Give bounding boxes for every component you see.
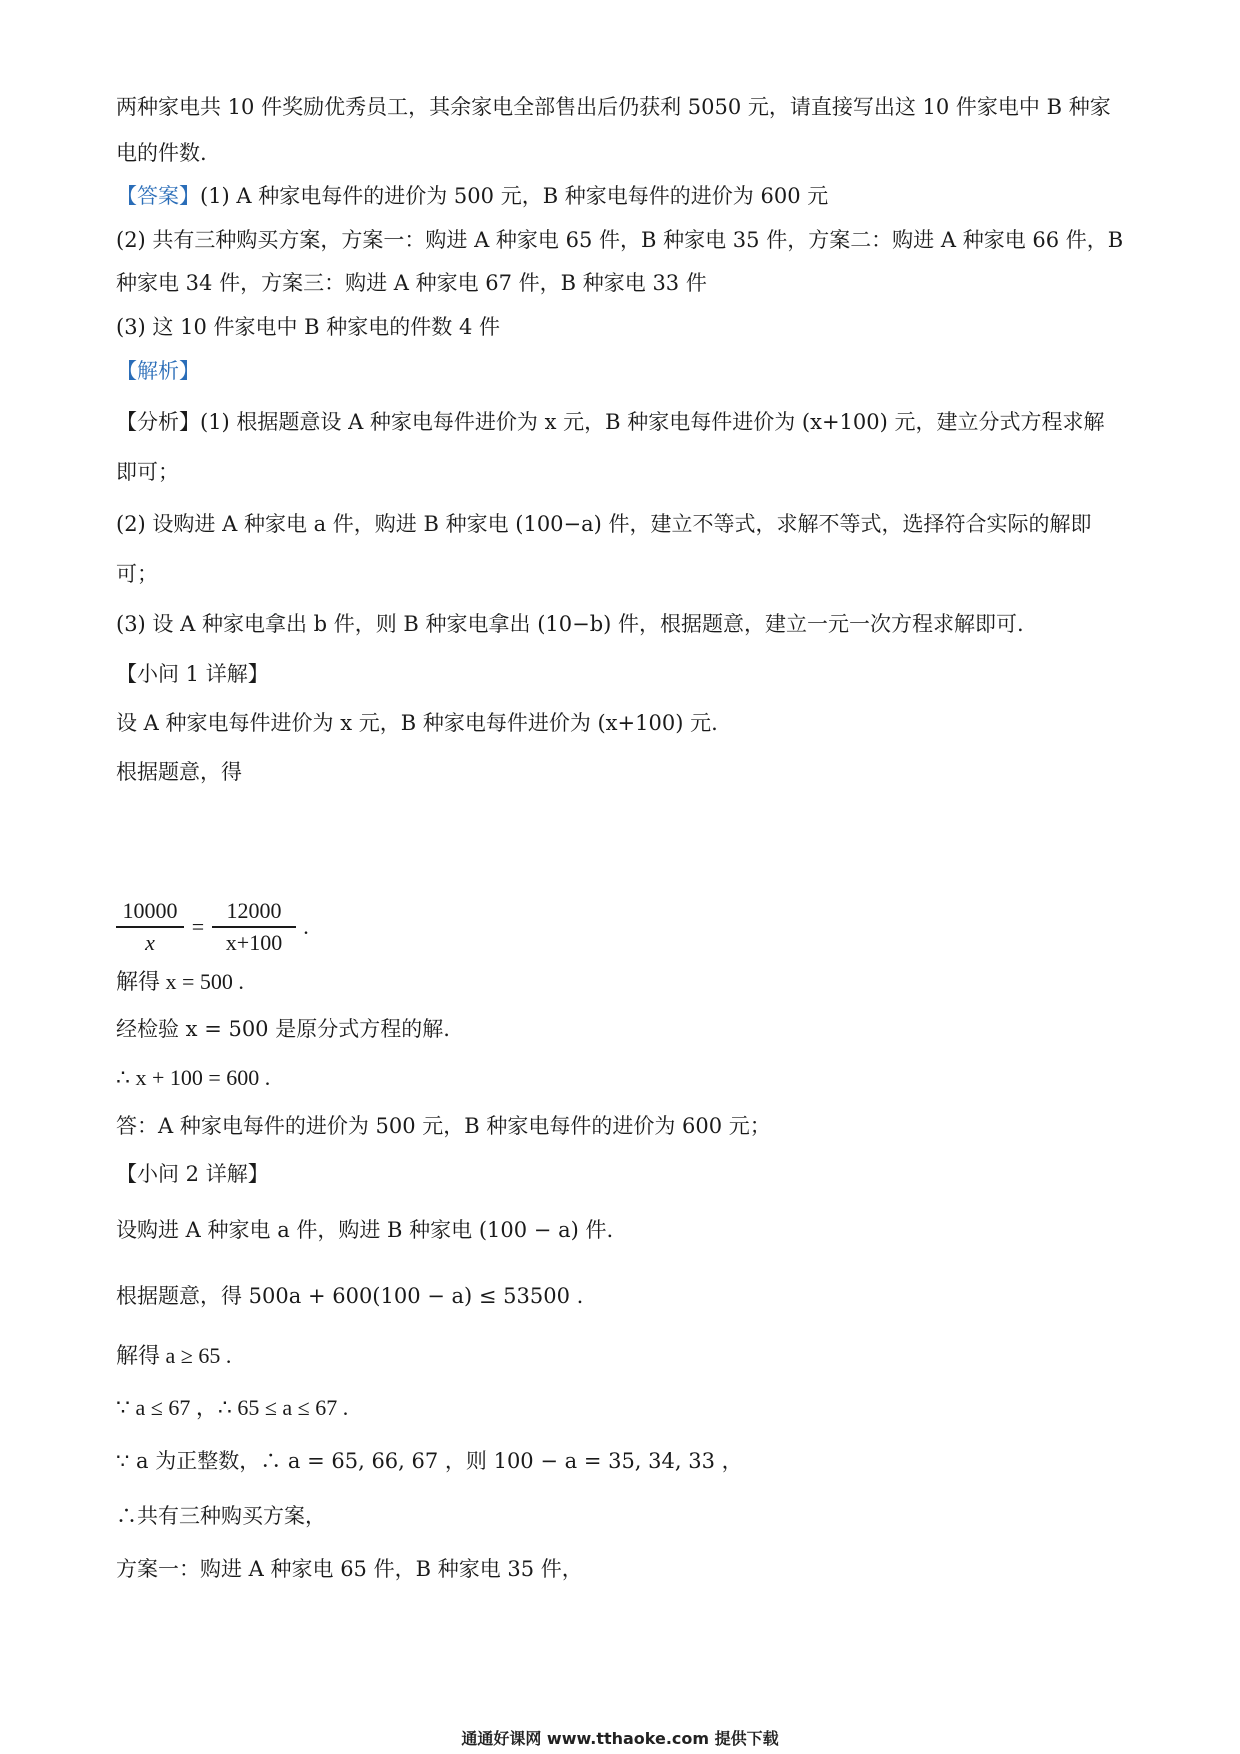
- fraction-equals: =: [191, 914, 205, 939]
- fraction-right-numerator: 12000: [226, 898, 282, 923]
- solution-q1-therefore: ∴ x + 100 = 600 .: [116, 1065, 271, 1090]
- analysis-line-4: 可；: [116, 562, 158, 586]
- solution-q2-inequality: 根据题意，得 500a + 600(100 − a) ≤ 53500 .: [116, 1284, 584, 1308]
- footer-watermark: 通通好课网 www.tthaoke.com 提供下载: [461, 1729, 779, 1748]
- solution-q2-integers: ∵ a 为正整数，∴ a = 65, 66, 67 ，则 100 − a = 35, 34, 33 ，: [116, 1449, 743, 1473]
- solution-q2-plan-1: 方案一：购进 A 种家电 65 件，B 种家电 35 件，: [116, 1557, 583, 1581]
- fraction-left-numerator: 10000: [122, 898, 178, 923]
- fraction-left-bar: [116, 926, 184, 928]
- fraction-period: .: [303, 914, 309, 939]
- analysis-line-3: (2) 设购进 A 种家电 a 件，购进 B 种家电 (100−a) 件，建立不等式，求解不等式，选择符合实际的解即: [116, 512, 1092, 536]
- problem-text-line-1: 两种家电共 10 件奖励优秀员工，其余家电全部售出后仍获利 5050 元，请直接写出这 10 件家电中 B 种家: [116, 95, 1111, 119]
- solution-q1-line-1: 设 A 种家电每件进价为 x 元，B 种家电每件进价为 (x+100) 元.: [116, 711, 718, 735]
- solution-q2-range: ∵ a ≤ 67 ，∴ 65 ≤ a ≤ 67 .: [116, 1395, 349, 1420]
- solution-q2-conclusion: ∴共有三种购买方案，: [116, 1504, 326, 1528]
- solution-q2-line-1: 设购进 A 种家电 a 件，购进 B 种家电 (100 − a) 件.: [116, 1218, 614, 1242]
- fraction-right-bar: [212, 926, 296, 928]
- solution-q1-answer: 答：A 种家电每件的进价为 500 元，B 种家电每件的进价为 600 元；: [116, 1114, 771, 1138]
- analysis-tag: 【解析】: [116, 359, 200, 383]
- section-heading-q1: 【小问 1 详解】: [116, 662, 269, 686]
- answer-part-1: (1) A 种家电每件的进价为 500 元，B 种家电每件的进价为 600 元: [200, 184, 829, 208]
- answer-part-2-line-2: 种家电 34 件，方案三：购进 A 种家电 67 件，B 种家电 33 件: [116, 271, 707, 295]
- fraction-left-denominator: x: [145, 930, 155, 955]
- answer-part-2-line-1: (2) 共有三种购买方案，方案一：购进 A 种家电 65 件，B 种家电 35 件，方案二：购进 A 种家电 66 件，B: [116, 228, 1124, 252]
- solution-q1-line-2: 根据题意，得: [116, 760, 242, 784]
- section-heading-q2: 【小问 2 详解】: [116, 1162, 269, 1186]
- solution-q1-result: 解得 x = 500 .: [116, 969, 244, 994]
- analysis-line-1: 【分析】(1) 根据题意设 A 种家电每件进价为 x 元，B 种家电每件进价为 (x+100) 元，建立分式方程求解: [116, 410, 1105, 434]
- answer-part-3: (3) 这 10 件家电中 B 种家电的件数 4 件: [116, 315, 500, 339]
- answer-tag: 【答案】: [116, 184, 200, 208]
- fraction-right-denominator: x+100: [225, 930, 283, 955]
- answer-line-1: [116, 182, 828, 210]
- solution-q2-result: 解得 a ≥ 65 .: [116, 1343, 232, 1368]
- solution-q1-check: 经检验 x = 500 是原分式方程的解.: [116, 1017, 450, 1041]
- analysis-line-5: (3) 设 A 种家电拿出 b 件，则 B 种家电拿出 (10−b) 件，根据题意，建立一元一次方程求解即可.: [116, 612, 1024, 636]
- problem-text-line-2: 电的件数.: [116, 141, 207, 165]
- analysis-line-2: 即可；: [116, 460, 179, 484]
- fraction-equation: [116, 896, 416, 960]
